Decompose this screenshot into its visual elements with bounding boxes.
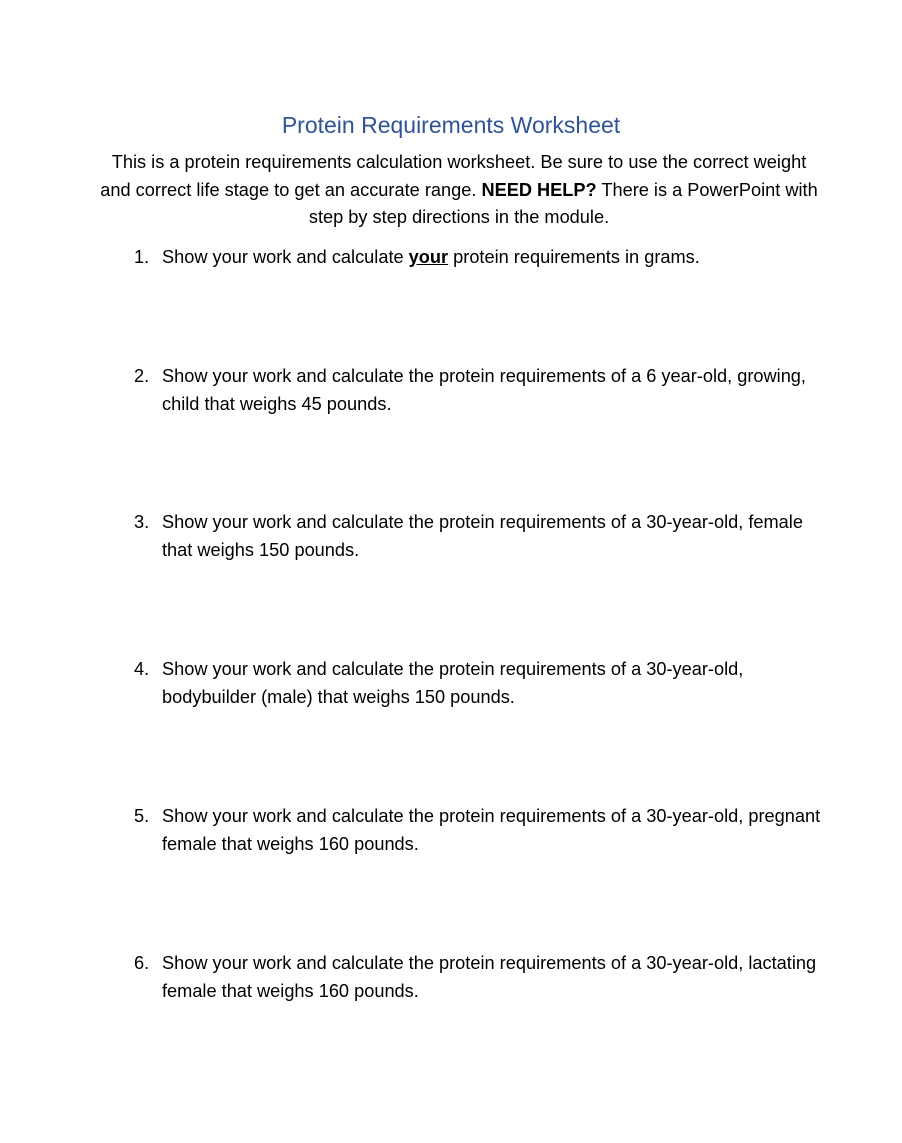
question-number: 1. xyxy=(134,247,150,267)
question-number: 3. xyxy=(134,512,150,532)
question-3 xyxy=(134,508,834,564)
question-number: 5. xyxy=(134,806,150,826)
question-text: Show your work and calculate the protein requirements of a 30-year-old, female that weighs 150 pounds. xyxy=(162,512,803,560)
question-text: Show your work and calculate the protein requirements of a 30-year-old, bodybuilder (male) that weighs 150 pounds. xyxy=(162,659,744,707)
question-text: Show your work and calculate the protein requirements of a 30-year-old, pregnant female that weighs 160 pounds. xyxy=(162,806,821,854)
question-1 xyxy=(134,243,834,271)
question-text: Show your work and calculate the protein requirements of a 6 year-old, growing, child that weighs 45 pounds. xyxy=(162,366,806,414)
need-help-label: NEED HELP? xyxy=(481,179,597,200)
question-number: 2. xyxy=(134,366,150,386)
intro-text-2: There is a PowerPoint with step by step directions in the module. xyxy=(308,179,818,227)
emphasis-your: your xyxy=(408,247,449,267)
intro-paragraph xyxy=(100,149,818,232)
question-2 xyxy=(134,362,834,418)
question-5 xyxy=(134,802,834,858)
question-text: Show your work and calculate your protein requirements in grams. xyxy=(162,247,700,267)
question-4 xyxy=(134,655,834,711)
question-text: Show your work and calculate the protein requirements of a 30-year-old, lactating female that weighs 160 pounds. xyxy=(162,953,817,1001)
intro-text-1: This is a protein requirements calculation worksheet. Be sure to use the correct weight and correct life stage to get an accurate range. xyxy=(100,152,807,200)
question-number: 6. xyxy=(134,953,150,973)
page-title: Protein Requirements Worksheet xyxy=(281,112,621,138)
question-number: 4. xyxy=(134,659,150,679)
question-6 xyxy=(134,949,834,1005)
